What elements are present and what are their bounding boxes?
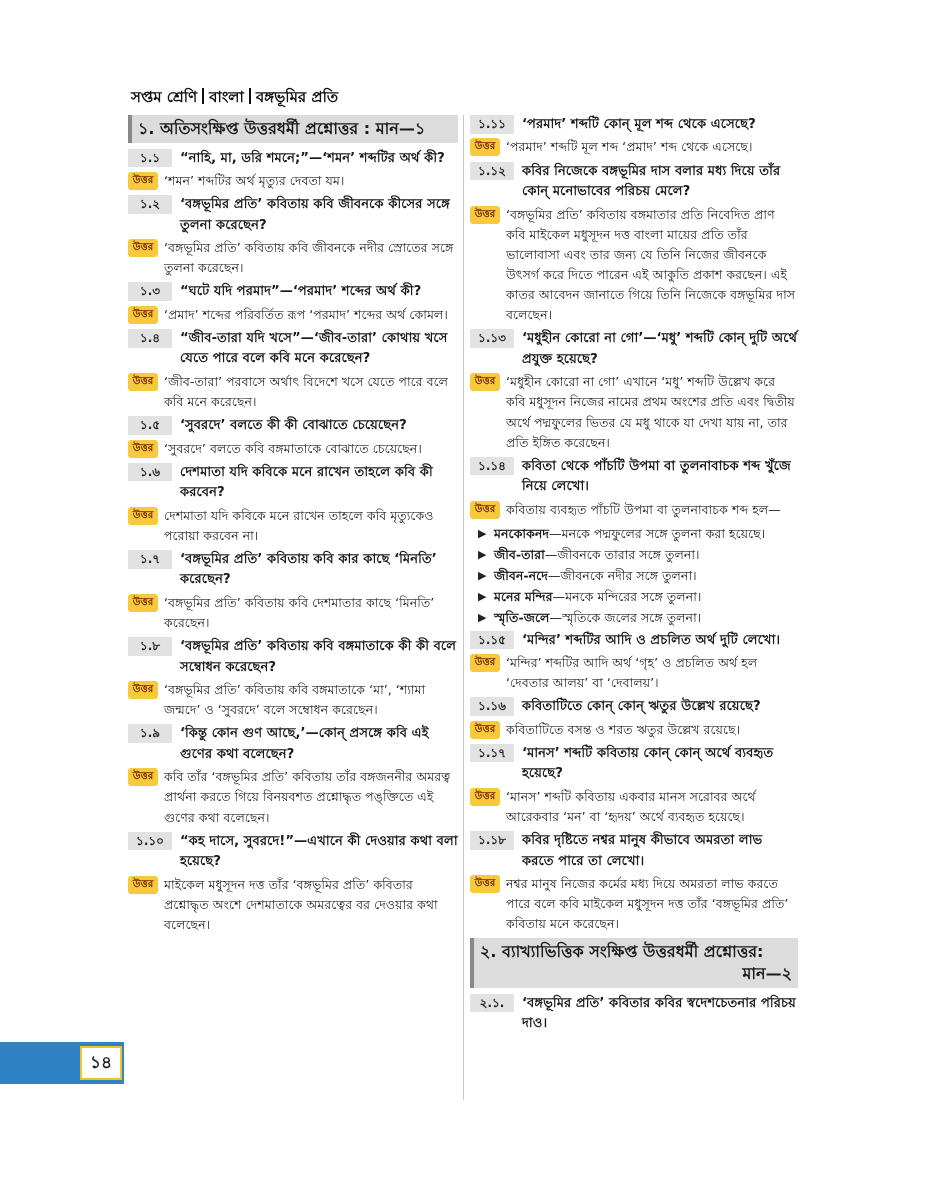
answer-icon: উত্তর — [470, 501, 500, 519]
answer-icon: উত্তর — [128, 507, 158, 525]
question-number: ১.১৪ — [470, 457, 514, 476]
question-text: “নাহি, মা, ডরি শমনে;”—‘শমন’ শব্দটির অর্থ কী? — [180, 150, 445, 166]
left-column — [128, 115, 458, 939]
simile-description: —জীবনকে তারার সঙ্গে তুলনা। — [544, 547, 700, 562]
answer-text: মাইকেল মধুসূদন দত্ত তাঁর ‘বঙ্গভূমির প্রতি’ কবিতার প্রশ্নোদ্ধৃত অংশে দেশমাতাকে অমরত্বের বর দেওয়ার কথা বলেছেন। — [164, 876, 438, 932]
question-number: ১.১৭ — [470, 744, 514, 763]
answer-icon: উত্তর — [470, 721, 500, 739]
answer-icon: উত্তর — [470, 654, 500, 672]
breadcrumb-separator — [249, 88, 251, 104]
simile-term: জীব-তারা — [494, 547, 545, 562]
answer-icon: উত্তর — [128, 440, 158, 458]
question-item — [128, 637, 458, 720]
question-text: ‘মন্দির’ শব্দটির আদি ও প্রচলিত অর্থ দুটি লেখো। — [522, 632, 781, 648]
question-item — [128, 282, 458, 325]
simile-term: স্মৃতি-জলে — [494, 610, 550, 626]
answer-text: ‘সুবরদে’ বলতে কবি বঙ্গমাতাকে বোঝাতে চেয়েছেন। — [164, 440, 422, 456]
question-text: কবির দৃষ্টিতে নশ্বর মানুষ কীভাবে অমরতা লাভ করতে পারে তা লেখো। — [522, 833, 763, 869]
question-text: ‘মধুহীন কোরো না গো’—‘মধু’ শব্দটি কোন্ দুটি অর্থে প্রযুক্ত হয়েছে? — [522, 331, 798, 367]
answer-icon: উত্তর — [470, 788, 500, 806]
question-number: ১.১৮ — [470, 831, 514, 850]
breadcrumb-chapter: বঙ্গভূমির প্রতি — [255, 88, 339, 106]
answer-icon: উত্তর — [128, 373, 158, 391]
question-item — [470, 457, 798, 520]
question-text: “কহ দাসে, সুবরদে!”—এখানে কী দেওয়ার কথা বলা হয়েছে? — [180, 833, 458, 870]
question-text: ‘বঙ্গভূমির প্রতি’ কবিতার কবির স্বদেশচেতনার পরিচয় দাও। — [522, 995, 796, 1032]
question-text: ‘মানস’ শব্দটি কবিতায় কোন্ কোন্ অর্থে ব্যবহৃত হয়েছে? — [522, 745, 774, 782]
question-number: ১.৫ — [128, 416, 172, 435]
section-2-marks: মান—২ — [742, 964, 792, 983]
question-number: ১.১ — [128, 149, 172, 168]
question-item — [470, 831, 798, 934]
right-column — [470, 115, 798, 1039]
breadcrumb-separator — [202, 88, 204, 104]
question-text: দেশমাতা যদি কবিকে মনে রাখেন তাহলে কবি কী করবেন? — [180, 464, 433, 501]
answer-icon: উত্তর — [128, 681, 158, 699]
question-number: ১.৬ — [128, 463, 172, 482]
answer-text: ‘প্রমাদ’ শব্দের পরিবর্তিত রূপ ‘পরমাদ’ শব্দের অর্থ কোমল। — [164, 306, 448, 322]
question-text: ‘বঙ্গভূমির প্রতি’ কবিতায় কবি বঙ্গমাতাকে কী কী বলে সম্বোধন করেছেন? — [180, 639, 457, 675]
answer-icon: উত্তর — [470, 875, 500, 893]
triangle-bullet-icon: ▶ — [478, 548, 487, 561]
simile-item — [478, 608, 798, 628]
answer-icon: উত্তর — [128, 876, 158, 894]
question-item — [470, 744, 798, 827]
question-number: ১.১২ — [470, 162, 514, 181]
triangle-bullet-icon: ▶ — [478, 526, 487, 540]
answer-icon: উত্তর — [128, 172, 158, 190]
simile-description: —মনকে পদ্মফুলের সঙ্গে তুলনা করা হয়েছে। — [548, 525, 766, 541]
answer-icon: উত্তর — [470, 138, 500, 156]
simile-item — [478, 566, 798, 586]
question-number: ১.১৬ — [470, 697, 514, 716]
simile-term: মনকোকনদ — [494, 525, 549, 541]
answer-text: ‘জীব-তারা’ পরবাসে অর্থাৎ বিদেশে খসে যেতে পারে বলে কবি মনে করেছেন। — [164, 373, 449, 410]
question-item — [470, 329, 798, 452]
question-number: ১.১৩ — [470, 329, 514, 348]
answer-icon: উত্তর — [128, 768, 158, 786]
breadcrumb — [131, 86, 338, 111]
answer-text: ‘মধুহীন কোরো না গো’ এখানে ‘মধু’ শব্দটি উল্লেখ করে কবি মধুসূদন নিজের নামের প্রথম অংশের প্রতি এবং দ্বিতীয় অর্থে পদ্মফুলের ভিতর যে মধু থাকে যা দেখা যায় না, তার প্রতি ইঙ্গিত করেছেন। — [506, 374, 795, 450]
breadcrumb-class: সপ্তম শ্রেণি — [131, 88, 198, 106]
answer-text: ‘মন্দির’ শব্দটির আদি অর্থ ‘গৃহ’ ও প্রচলিত অর্থ হল ‘দেবতার আলয়’ বা ‘দেবালয়’। — [506, 655, 758, 691]
answer-text: কবি তাঁর ‘বঙ্গভূমির প্রতি’ কবিতায় তাঁর বঙ্গজননীর অমরত্ব প্রার্থনা করতে গিয়ে বিনয়বশত প্রশ্নোদ্ধৃত পঙ্‌ক্তিতে এই গুণের কথা বলেছেন। — [164, 769, 451, 825]
question-text: কবিতা থেকে পাঁচটি উপমা বা তুলনাবাচক শব্দ খুঁজে নিয়ে লেখো। — [522, 458, 791, 495]
question-number: ১.১১ — [470, 115, 514, 134]
question-text: ‘বঙ্গভূমির প্রতি’ কবিতায় কবি জীবনকে কীসের সঙ্গে তুলনা করেছেন? — [180, 197, 450, 233]
question-item — [470, 697, 798, 740]
question-list-left — [128, 149, 458, 935]
simile-description: —মনকে মন্দিরের সঙ্গে তুলনা। — [552, 589, 702, 605]
answer-text: ‘বঙ্গভূমির প্রতি’ কবিতায় বঙ্গমাতার প্রতি নিবেদিত প্রাণ কবি মাইকেল মধুসূদন দত্ত বাংলা মায়ের প্রতি তাঁর ভালোবাসা এবং তার জন্য যে তিনি নিজের জীবনকে উৎসর্গ করে দিতে পারেন এই আকুতি প্রকাশ করছেন। এই কাতর আবেদন জানাতে গিয়ে তিনি নিজেকে বঙ্গভূমির দাস বলেছেন। — [506, 206, 796, 323]
answer-text: ‘শমন’ শব্দটির অর্থ মৃত্যুর দেবতা যম। — [164, 173, 345, 189]
question-number: ১.১৫ — [470, 631, 514, 650]
section-1-heading: ১. অতিসংক্ষিপ্ত উত্তরধর্মী প্রশ্নোত্তর : মান—১ — [128, 115, 458, 143]
answer-icon: উত্তর — [470, 206, 500, 224]
question-item — [128, 832, 458, 935]
simile-term: জীবন-নদে — [494, 568, 548, 584]
section-2-title: ২. ব্যাখ্যাভিত্তিক সংক্ষিপ্ত উত্তরধর্মী প্রশ্নোত্তর: — [480, 942, 764, 962]
question-list-right-a — [470, 115, 798, 520]
question-item — [128, 416, 458, 459]
question-item — [470, 994, 798, 1035]
page-number: ১৪ — [80, 1046, 122, 1080]
simile-item — [478, 587, 798, 607]
answer-text: ‘পরমাদ’ শব্দটি মূল শব্দ ‘প্রমাদ’ শব্দ থেকে এসেছে। — [506, 139, 753, 155]
answer-text: কবিতায় ব্যবহৃত পাঁচটি উপমা বা তুলনাবাচক শব্দ হল— — [506, 501, 781, 517]
answer-text: ‘মানস’ শব্দটি কবিতায় একবার মানস সরোবর অর্থে আরেকবার ‘মন’ বা ‘হৃদয়’ অর্থে ব্যবহৃত হয়েছে। — [506, 788, 756, 824]
simile-description: —জীবনকে নদীর সঙ্গে তুলনা। — [547, 568, 697, 584]
answer-icon: উত্তর — [470, 373, 500, 391]
answer-text: ‘বঙ্গভূমির প্রতি’ কবিতায় কবি বঙ্গমাতাকে ‘মা’, ‘শ্যামা জন্মদে’ ও ‘সুবরদে’ বলে সম্বোধন করেছেন। — [164, 682, 426, 718]
question-item — [470, 162, 798, 326]
simile-term: মনের মন্দির — [494, 589, 553, 605]
answer-text: কবিতাটিতে বসন্ত ও শরত ঋতুর উল্লেখ রয়েছে। — [506, 721, 741, 737]
answer-text: নশ্বর মানুষ নিজের কর্মের মধ্য দিয়ে অমরতা লাভ করতে পারে বলে কবি মাইকেল মধুসূদন দত্ত তাঁর ‘বঙ্গভূমির প্রতি’ কবিতায় মনে করেছেন। — [506, 875, 789, 932]
answer-icon: উত্তর — [128, 306, 158, 324]
answer-text: দেশমাতা যদি কবিকে মনে রাখেন তাহলে কবি মৃত্যুকেও পরোয়া করবেন না। — [164, 507, 434, 543]
question-text: “ঘটে যদি পরমাদ”—‘পরমাদ’ শব্দের অর্থ কী? — [180, 284, 422, 300]
column-divider — [463, 115, 464, 1100]
question-text: “জীব-তারা যদি খসে”—‘জীব-তারা’ কোথায় খসে যেতে পারে বলে কবি মনে করেছেন? — [180, 330, 448, 367]
simile-item — [478, 524, 798, 544]
question-number: ১.৮ — [128, 637, 172, 656]
simile-list — [478, 524, 798, 629]
triangle-bullet-icon: ▶ — [478, 611, 487, 625]
question-item — [128, 463, 458, 546]
question-text: কবিতাটিতে কোন্ কোন্ ঋতুর উল্লেখ রয়েছে? — [522, 699, 761, 715]
answer-icon: উত্তর — [128, 239, 158, 257]
question-number: ১.৯ — [128, 724, 172, 743]
question-number: ১.৪ — [128, 329, 172, 348]
question-item — [470, 115, 798, 158]
question-number: ১.২ — [128, 195, 172, 214]
section-2-heading — [470, 938, 798, 987]
question-text: ‘পরমাদ’ শব্দটি কোন্ মূল শব্দ থেকে এসেছে? — [522, 117, 756, 132]
answer-icon: উত্তর — [128, 594, 158, 612]
question-text: ‘সুবরদে’ বলতে কী কী বোঝাতে চেয়েছেন? — [180, 418, 407, 434]
question-number: ১.৭ — [128, 550, 172, 569]
breadcrumb-subject: বাংলা — [209, 88, 244, 106]
question-number: ২.১. — [470, 994, 514, 1013]
answer-text: ‘বঙ্গভূমির প্রতি’ কবিতায় কবি দেশমাতার কাছে ‘মিনতি’ করেছেন। — [164, 594, 435, 630]
question-item — [128, 195, 458, 278]
question-number: ১.৩ — [128, 282, 172, 301]
question-item — [128, 149, 458, 192]
question-item — [128, 329, 458, 412]
question-text: ‘কিন্তু কোন গুণ আছে,’—কোন্ প্রসঙ্গে কবি এই গুণের কথা বলেছেন? — [180, 726, 429, 762]
simile-item — [478, 545, 798, 565]
question-text: কবির নিজেকে বঙ্গভূমির দাস বলার মধ্য দিয়ে তাঁর কোন্ মনোভাবের পরিচয় মেলে? — [522, 163, 781, 200]
triangle-bullet-icon: ▶ — [478, 590, 487, 604]
question-text: ‘বঙ্গভূমির প্রতি’ কবিতায় কবি কার কাছে ‘মিনতি’ করেছেন? — [180, 551, 437, 588]
triangle-bullet-icon: ▶ — [478, 569, 487, 583]
simile-description: —স্মৃতিকে জলের সঙ্গে তুলনা। — [549, 610, 702, 626]
question-item — [470, 631, 798, 694]
question-item — [128, 550, 458, 633]
question-number: ১.১০ — [128, 832, 172, 851]
question-item — [128, 724, 458, 827]
answer-text: ‘বঙ্গভূমির প্রতি’ কবিতায় কবি জীবনকে নদীর স্রোতের সঙ্গে তুলনা করেছেন। — [164, 240, 454, 276]
question-list-right-b — [470, 631, 798, 935]
